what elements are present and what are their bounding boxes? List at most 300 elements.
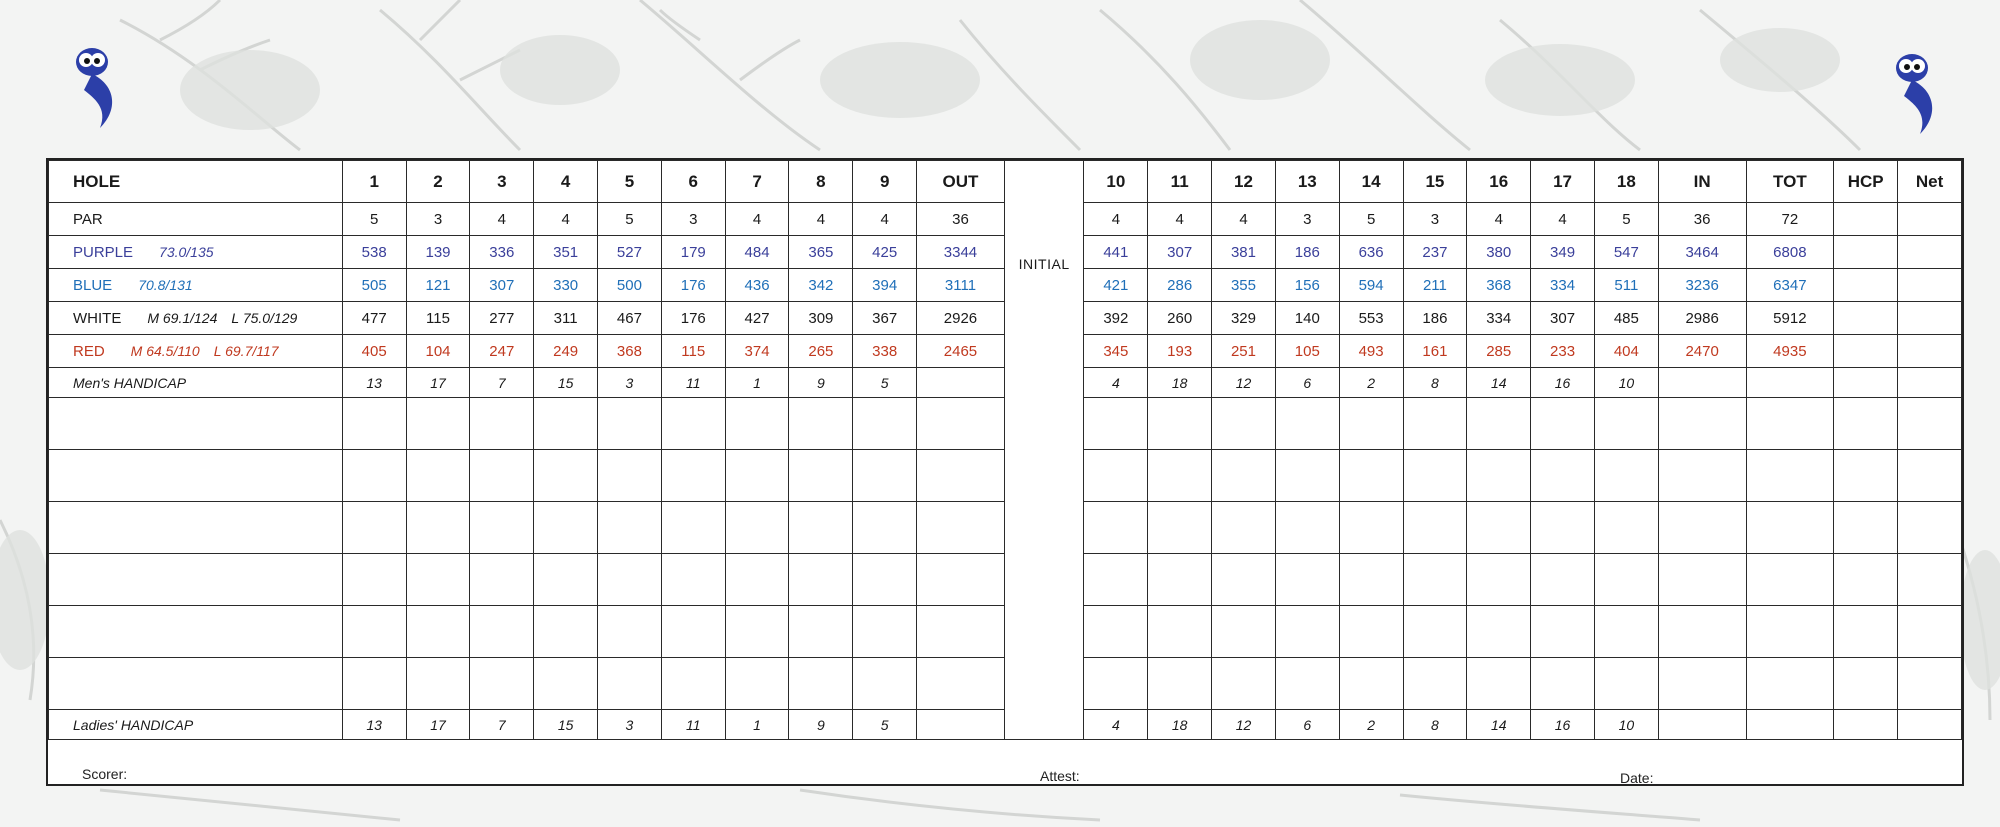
player-name-field[interactable]: [49, 450, 343, 502]
par-value: 5: [598, 203, 662, 236]
net-cell: [1898, 203, 1962, 236]
tee-rating-ladies: L 69.7/117: [213, 342, 279, 359]
tee-name: PURPLE: [73, 243, 134, 261]
yardage: 594: [1339, 269, 1403, 302]
score-entry-cell[interactable]: [917, 606, 1005, 658]
handicap-value: 9: [789, 368, 853, 398]
net-cell: [1898, 710, 1962, 740]
score-entry-cell[interactable]: [1275, 450, 1339, 502]
hcp-header: HCP: [1834, 161, 1898, 203]
hole-number: 16: [1467, 161, 1531, 203]
score-entry-cell[interactable]: [1898, 450, 1962, 502]
yardage: 277: [470, 302, 534, 335]
score-entry-cell[interactable]: [1594, 450, 1658, 502]
hole-number: 4: [534, 161, 598, 203]
score-entry-cell[interactable]: [1212, 606, 1276, 658]
par-value: 4: [1531, 203, 1595, 236]
yardage: 251: [1212, 335, 1276, 368]
yardage: 500: [598, 269, 662, 302]
yardage: 636: [1339, 236, 1403, 269]
score-entry-cell[interactable]: [1746, 450, 1834, 502]
handicap-value: 18: [1148, 368, 1212, 398]
initial-column: [1004, 554, 1084, 606]
yardage: 436: [725, 269, 789, 302]
out-cell: [917, 710, 1005, 740]
score-entry-cell[interactable]: [1148, 658, 1212, 710]
score-entry-cell[interactable]: [534, 398, 598, 450]
handicap-value: 6: [1275, 710, 1339, 740]
tee-rating: M 69.1/124: [147, 309, 218, 326]
score-entry-cell[interactable]: [1403, 606, 1467, 658]
yardage: 233: [1531, 335, 1595, 368]
score-entry-cell[interactable]: [661, 450, 725, 502]
score-entry-cell[interactable]: [1339, 554, 1403, 606]
tee-rating: 73.0/135: [159, 243, 214, 260]
score-entry-cell[interactable]: [1467, 606, 1531, 658]
score-entry-cell[interactable]: [1531, 606, 1595, 658]
score-entry-cell[interactable]: [1148, 502, 1212, 554]
par-row: [49, 203, 1962, 236]
score-entry-cell[interactable]: [1148, 606, 1212, 658]
score-entry-cell[interactable]: [1898, 606, 1962, 658]
handicap-value: 2: [1339, 368, 1403, 398]
handicap-value: 18: [1148, 710, 1212, 740]
handicap-value: 17: [406, 710, 470, 740]
score-entry-cell[interactable]: [853, 606, 917, 658]
hcp-cell: [1834, 368, 1898, 398]
yardage-total: 6808: [1746, 236, 1834, 269]
score-entry-cell[interactable]: [1898, 554, 1962, 606]
yardage: 193: [1148, 335, 1212, 368]
score-entry-cell[interactable]: [917, 658, 1005, 710]
initial-column: [1004, 450, 1084, 502]
score-entry-cell[interactable]: [598, 554, 662, 606]
score-entry-cell[interactable]: [1275, 554, 1339, 606]
yardage: 286: [1148, 269, 1212, 302]
handicap-value: 12: [1212, 368, 1276, 398]
score-entry-cell[interactable]: [1594, 502, 1658, 554]
score-entry-cell[interactable]: [342, 398, 406, 450]
score-entry-cell[interactable]: [1467, 554, 1531, 606]
score-entry-cell[interactable]: [1594, 554, 1658, 606]
player-score-row: [49, 450, 1962, 502]
score-entry-cell[interactable]: [342, 658, 406, 710]
par-value: 4: [853, 203, 917, 236]
score-entry-cell[interactable]: [406, 554, 470, 606]
hole-number: 13: [1275, 161, 1339, 203]
score-entry-cell[interactable]: [1834, 658, 1898, 710]
score-entry-cell[interactable]: [534, 606, 598, 658]
score-entry-cell[interactable]: [1834, 606, 1898, 658]
tee-row-purple: [49, 236, 1962, 269]
score-entry-cell[interactable]: [406, 502, 470, 554]
yardage: 115: [661, 335, 725, 368]
score-entry-cell[interactable]: [1339, 502, 1403, 554]
hole-number: 3: [470, 161, 534, 203]
score-entry-cell[interactable]: [1212, 502, 1276, 554]
score-entry-cell[interactable]: [1594, 658, 1658, 710]
player-name-field[interactable]: [49, 606, 343, 658]
yardage-out: 2926: [917, 302, 1005, 335]
par-value: 5: [1594, 203, 1658, 236]
hole-number: 12: [1212, 161, 1276, 203]
yardage: 425: [853, 236, 917, 269]
score-entry-cell[interactable]: [725, 554, 789, 606]
score-entry-cell[interactable]: [1467, 502, 1531, 554]
score-entry-cell[interactable]: [470, 398, 534, 450]
score-entry-cell[interactable]: [1531, 398, 1595, 450]
yardage: 247: [470, 335, 534, 368]
hole-label: HOLE: [49, 161, 343, 203]
handicap-value: 16: [1531, 368, 1595, 398]
score-entry-cell[interactable]: [1339, 606, 1403, 658]
yardage: 249: [534, 335, 598, 368]
yardage: 115: [406, 302, 470, 335]
tee-name: BLUE: [73, 276, 113, 294]
score-entry-cell[interactable]: [534, 502, 598, 554]
score-entry-cell[interactable]: [470, 502, 534, 554]
player-name-field[interactable]: [49, 554, 343, 606]
score-entry-cell[interactable]: [1339, 398, 1403, 450]
par-value: 5: [342, 203, 406, 236]
par-value: 4: [534, 203, 598, 236]
score-entry-cell[interactable]: [1594, 398, 1658, 450]
hole-header-row: [49, 161, 1962, 203]
score-entry-cell[interactable]: [725, 658, 789, 710]
score-entry-cell[interactable]: [1594, 606, 1658, 658]
yardage-in: 3464: [1658, 236, 1746, 269]
yardage: 307: [1148, 236, 1212, 269]
score-entry-cell[interactable]: [725, 450, 789, 502]
tee-rating: M 64.5/110: [130, 342, 200, 359]
score-entry-cell[interactable]: [1212, 450, 1276, 502]
handicap-value: 7: [470, 368, 534, 398]
score-entry-cell[interactable]: [1403, 658, 1467, 710]
score-entry-cell[interactable]: [1658, 554, 1746, 606]
score-entry-cell[interactable]: [725, 502, 789, 554]
score-entry-cell[interactable]: [789, 658, 853, 710]
tee-rating: 70.8/131: [138, 276, 193, 293]
date-label: Date:: [1620, 770, 1654, 786]
handicap-value: 2: [1339, 710, 1403, 740]
score-entry-cell[interactable]: [1746, 554, 1834, 606]
score-entry-cell[interactable]: [1212, 658, 1276, 710]
score-entry-cell[interactable]: [661, 554, 725, 606]
par-value: 4: [1467, 203, 1531, 236]
score-entry-cell[interactable]: [853, 502, 917, 554]
yardage: 467: [598, 302, 662, 335]
tee-row-white: [49, 302, 1962, 335]
score-entry-cell[interactable]: [853, 554, 917, 606]
score-entry-cell[interactable]: [1275, 606, 1339, 658]
score-entry-cell[interactable]: [917, 502, 1005, 554]
score-entry-cell[interactable]: [725, 398, 789, 450]
par-value: 4: [725, 203, 789, 236]
par-out: 36: [917, 203, 1005, 236]
score-entry-cell[interactable]: [534, 554, 598, 606]
score-entry-cell[interactable]: [1403, 502, 1467, 554]
score-entry-cell[interactable]: [917, 450, 1005, 502]
score-entry-cell[interactable]: [1275, 502, 1339, 554]
score-entry-cell[interactable]: [1084, 502, 1148, 554]
yardage: 285: [1467, 335, 1531, 368]
score-entry-cell[interactable]: [1084, 658, 1148, 710]
score-entry-cell[interactable]: [1467, 658, 1531, 710]
yardage: 365: [789, 236, 853, 269]
score-entry-cell[interactable]: [1531, 502, 1595, 554]
yardage: 404: [1594, 335, 1658, 368]
hole-number: 10: [1084, 161, 1148, 203]
score-entry-cell[interactable]: [917, 554, 1005, 606]
score-entry-cell[interactable]: [406, 606, 470, 658]
score-entry-cell[interactable]: [789, 502, 853, 554]
score-entry-cell[interactable]: [470, 606, 534, 658]
score-entry-cell[interactable]: [725, 606, 789, 658]
score-entry-cell[interactable]: [342, 606, 406, 658]
score-entry-cell[interactable]: [534, 658, 598, 710]
yardage-total: 4935: [1746, 335, 1834, 368]
yardage: 427: [725, 302, 789, 335]
net-cell: [1898, 335, 1962, 368]
yardage: 307: [1531, 302, 1595, 335]
initial-column: [1004, 269, 1084, 302]
score-entry-cell[interactable]: [598, 658, 662, 710]
tee-name-cell: [49, 269, 343, 302]
score-entry-cell[interactable]: [1746, 502, 1834, 554]
handicap-value: 9: [789, 710, 853, 740]
score-entry-cell[interactable]: [1834, 554, 1898, 606]
initial-column: [1004, 236, 1084, 272]
initial-column: [1004, 161, 1084, 203]
par-label: PAR: [49, 203, 343, 236]
yardage: 527: [598, 236, 662, 269]
score-entry-cell[interactable]: [406, 450, 470, 502]
handicap-value: 1: [725, 710, 789, 740]
score-entry-cell[interactable]: [470, 450, 534, 502]
score-entry-cell[interactable]: [1084, 450, 1148, 502]
score-entry-cell[interactable]: [342, 502, 406, 554]
score-entry-cell[interactable]: [661, 606, 725, 658]
score-entry-cell[interactable]: [1658, 502, 1746, 554]
hole-number: 2: [406, 161, 470, 203]
score-entry-cell[interactable]: [1084, 554, 1148, 606]
yardage: 179: [661, 236, 725, 269]
score-entry-cell[interactable]: [1834, 450, 1898, 502]
yardage: 485: [1594, 302, 1658, 335]
net-cell: [1898, 368, 1962, 398]
yardage: 338: [853, 335, 917, 368]
handicap-value: 5: [853, 710, 917, 740]
yardage: 421: [1084, 269, 1148, 302]
score-entry-cell[interactable]: [1084, 606, 1148, 658]
score-entry-cell[interactable]: [1148, 398, 1212, 450]
handicap-value: 3: [598, 710, 662, 740]
score-entry-cell[interactable]: [470, 554, 534, 606]
score-entry-cell[interactable]: [1746, 658, 1834, 710]
score-entry-cell[interactable]: [1746, 606, 1834, 658]
player-name-field[interactable]: [49, 502, 343, 554]
yardage-total: 5912: [1746, 302, 1834, 335]
ladies-handicap-row: [49, 710, 1962, 740]
score-entry-cell[interactable]: [1531, 554, 1595, 606]
par-total: 72: [1746, 203, 1834, 236]
score-entry-cell[interactable]: [470, 658, 534, 710]
score-entry-cell[interactable]: [661, 502, 725, 554]
par-value: 4: [1084, 203, 1148, 236]
player-score-row: [49, 502, 1962, 554]
score-entry-cell[interactable]: [917, 398, 1005, 450]
score-entry-cell[interactable]: [789, 554, 853, 606]
handicap-value: 5: [853, 368, 917, 398]
handicap-value: 13: [342, 368, 406, 398]
score-entry-cell[interactable]: [1084, 398, 1148, 450]
yardage: 334: [1531, 269, 1595, 302]
score-entry-cell[interactable]: [789, 606, 853, 658]
score-entry-cell[interactable]: [1212, 554, 1276, 606]
handicap-value: 10: [1594, 710, 1658, 740]
yardage: 330: [534, 269, 598, 302]
score-entry-cell[interactable]: [853, 658, 917, 710]
yardage: 405: [342, 335, 406, 368]
score-entry-cell[interactable]: [1898, 658, 1962, 710]
hcp-cell: [1834, 302, 1898, 335]
yardage: 441: [1084, 236, 1148, 269]
hole-number: 1: [342, 161, 406, 203]
yardage: 368: [1467, 269, 1531, 302]
player-name-field[interactable]: [49, 398, 343, 450]
yardage: 493: [1339, 335, 1403, 368]
score-entry-cell[interactable]: [1834, 398, 1898, 450]
score-entry-cell[interactable]: [1531, 450, 1595, 502]
yardage-total: 6347: [1746, 269, 1834, 302]
handicap-value: 6: [1275, 368, 1339, 398]
score-entry-cell[interactable]: [853, 450, 917, 502]
score-entry-cell[interactable]: [1275, 658, 1339, 710]
score-entry-cell[interactable]: [853, 398, 917, 450]
handicap-value: 14: [1467, 710, 1531, 740]
score-entry-cell[interactable]: [342, 554, 406, 606]
score-entry-cell[interactable]: [598, 450, 662, 502]
score-entry-cell[interactable]: [1898, 502, 1962, 554]
score-entry-cell[interactable]: [1339, 450, 1403, 502]
handicap-value: 4: [1084, 710, 1148, 740]
score-entry-cell[interactable]: [1403, 554, 1467, 606]
yardage: 342: [789, 269, 853, 302]
yardage-in: 2470: [1658, 335, 1746, 368]
score-entry-cell[interactable]: [598, 606, 662, 658]
yardage: 121: [406, 269, 470, 302]
score-entry-cell[interactable]: [1212, 398, 1276, 450]
handicap-value: 8: [1403, 368, 1467, 398]
tee-name: WHITE: [73, 309, 122, 327]
hole-number: 18: [1594, 161, 1658, 203]
handicap-value: 15: [534, 368, 598, 398]
yardage: 381: [1212, 236, 1276, 269]
handicap-value: 3: [598, 368, 662, 398]
hcp-cell: [1834, 236, 1898, 269]
in-cell: [1658, 710, 1746, 740]
score-entry-cell[interactable]: [1148, 450, 1212, 502]
score-entry-cell[interactable]: [342, 450, 406, 502]
score-entry-cell[interactable]: [406, 658, 470, 710]
net-cell: [1898, 269, 1962, 302]
score-entry-cell[interactable]: [1658, 398, 1746, 450]
score-entry-cell[interactable]: [1339, 658, 1403, 710]
initial-label: INITIAL: [1018, 255, 1070, 272]
handicap-value: 17: [406, 368, 470, 398]
yardage: 505: [342, 269, 406, 302]
tee-name-cell: [49, 302, 343, 335]
yardage: 380: [1467, 236, 1531, 269]
score-entry-cell[interactable]: [1403, 450, 1467, 502]
score-entry-cell[interactable]: [1403, 398, 1467, 450]
score-entry-cell[interactable]: [1531, 658, 1595, 710]
ladies-handicap-label: Ladies' HANDICAP: [49, 710, 343, 740]
player-name-field[interactable]: [49, 658, 343, 710]
par-value: 5: [1339, 203, 1403, 236]
par-value: 3: [1275, 203, 1339, 236]
tee-name: RED: [73, 342, 105, 360]
score-entry-cell[interactable]: [1834, 502, 1898, 554]
yardage-out: 3111: [917, 269, 1005, 302]
score-entry-cell[interactable]: [1658, 658, 1746, 710]
hole-number: 11: [1148, 161, 1212, 203]
yardage: 237: [1403, 236, 1467, 269]
score-entry-cell[interactable]: [406, 398, 470, 450]
yardage: 351: [534, 236, 598, 269]
score-entry-cell[interactable]: [598, 502, 662, 554]
par-value: 3: [1403, 203, 1467, 236]
yardage: 176: [661, 302, 725, 335]
yardage: 547: [1594, 236, 1658, 269]
hole-number: 14: [1339, 161, 1403, 203]
score-entry-cell[interactable]: [1746, 398, 1834, 450]
tee-name-cell: [49, 335, 343, 368]
score-entry-cell[interactable]: [1658, 450, 1746, 502]
yardage-out: 3344: [917, 236, 1005, 269]
score-entry-cell[interactable]: [789, 398, 853, 450]
initial-column: [1004, 368, 1084, 398]
initial-column: [1004, 302, 1084, 335]
handicap-value: 8: [1403, 710, 1467, 740]
handicap-value: 11: [661, 368, 725, 398]
tee-rating-ladies: L 75.0/129: [231, 309, 298, 326]
score-entry-cell[interactable]: [1898, 398, 1962, 450]
hcp-cell: [1834, 203, 1898, 236]
score-entry-cell[interactable]: [598, 398, 662, 450]
score-entry-cell[interactable]: [1658, 606, 1746, 658]
score-entry-cell[interactable]: [1467, 450, 1531, 502]
initial-column: [1004, 335, 1084, 368]
yardage-in: 2986: [1658, 302, 1746, 335]
score-entry-cell[interactable]: [1275, 398, 1339, 450]
score-entry-cell[interactable]: [534, 450, 598, 502]
yardage: 104: [406, 335, 470, 368]
yardage: 334: [1467, 302, 1531, 335]
yardage: 139: [406, 236, 470, 269]
scorecard-table: [48, 160, 1962, 740]
score-entry-cell[interactable]: [1148, 554, 1212, 606]
score-entry-cell[interactable]: [1467, 398, 1531, 450]
player-score-row: [49, 554, 1962, 606]
yardage: 511: [1594, 269, 1658, 302]
score-entry-cell[interactable]: [789, 450, 853, 502]
yardage: 394: [853, 269, 917, 302]
player-score-row: [49, 398, 1962, 450]
score-entry-cell[interactable]: [661, 658, 725, 710]
hole-number: 8: [789, 161, 853, 203]
score-entry-cell[interactable]: [661, 398, 725, 450]
